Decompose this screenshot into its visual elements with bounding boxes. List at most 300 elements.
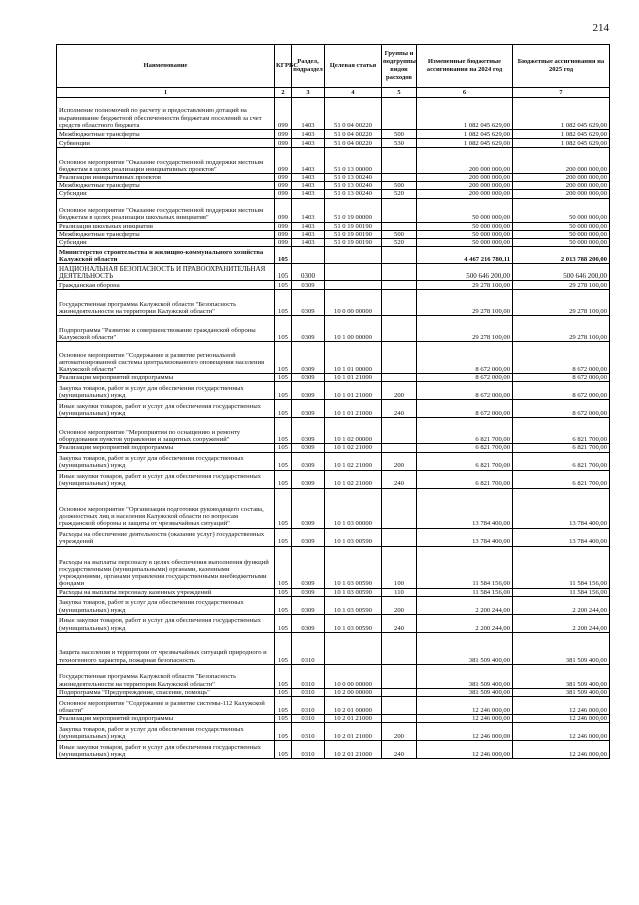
table-row [57,400,610,418]
row-amount-2024: 6 821 700,00 [417,470,513,488]
row-amount-2025: 29 278 100,00 [513,290,610,316]
row-amount-2025: 11 584 156,00 [513,546,610,588]
row-section: 0309 [292,316,325,342]
table-row [57,316,610,342]
table-row [57,697,610,715]
row-section: 1403 [292,148,325,174]
column-numbers-row [57,88,610,98]
row-group: 240 [382,400,417,418]
row-name: Иные закупки товаров, работ и услуг для обеспечения государственных (муниципальных) нужд [57,614,275,632]
row-group: 520 [382,239,417,247]
row-name: Государственная программа Калужской области "Безопасность жизнедеятельности на территории Калужской области" [57,290,275,316]
row-name: Защита населения и территории от чрезвычайных ситуаций природного и техногенного характера, пожарная безопасность [57,632,275,664]
row-group: 500 [382,130,417,139]
row-section: 1403 [292,190,325,198]
row-kgrbs: 099 [275,190,292,198]
row-group [382,247,417,264]
row-amount-2025: 200 000 000,00 [513,190,610,198]
row-group [382,342,417,374]
row-name: Реализация мероприятий подпрограммы [57,444,275,452]
row-amount-2024: 8 672 000,00 [417,374,513,382]
column-number: 2 [275,88,292,98]
row-section: 0309 [292,546,325,588]
row-amount-2025: 12 246 000,00 [513,741,610,759]
table-row [57,596,610,614]
row-section: 0309 [292,382,325,400]
row-amount-2025: 1 082 045 629,00 [513,130,610,139]
header-group: Группы и подгруппы видов расходов [382,45,417,88]
row-section: 0310 [292,697,325,715]
row-kgrbs: 105 [275,488,292,528]
row-amount-2024: 500 646 200,00 [417,264,513,281]
row-kgrbs: 105 [275,632,292,664]
row-amount-2024: 50 000 000,00 [417,198,513,222]
header-kgrbs: КГРБС [275,45,292,88]
row-group: 530 [382,139,417,148]
row-name: Основное мероприятие "Мероприятия по оснащению и ремонту оборудования пунктов управления и защитных сооружений" [57,418,275,444]
row-name: Основное мероприятие "Организация подготовки руководящего состава, должностных лиц и населения Калужской области по вопросам гражданской обороны и защиты от чрезвычайных ситуаций" [57,488,275,528]
row-article: 51 0 04 00220 [325,139,382,148]
table-row [57,342,610,374]
row-group: 240 [382,614,417,632]
row-group: 200 [382,452,417,470]
row-article: 10 1 02 21000 [325,452,382,470]
table-row [57,247,610,264]
row-group [382,174,417,182]
row-amount-2024: 6 821 700,00 [417,452,513,470]
row-name: НАЦИОНАЛЬНАЯ БЕЗОПАСНОСТЬ И ПРАВООХРАНИТЕЛЬНАЯ ДЕЯТЕЛЬНОСТЬ [57,264,275,281]
row-section: 0309 [292,452,325,470]
row-section: 0310 [292,741,325,759]
row-name: Расходы на выплаты персоналу казенных учреждений [57,588,275,596]
row-article: 10 1 03 00590 [325,596,382,614]
row-amount-2024: 13 784 400,00 [417,528,513,546]
row-kgrbs: 105 [275,528,292,546]
row-name: Гражданская оборона [57,281,275,290]
table-row [57,588,610,596]
row-group [382,715,417,723]
row-name: Подпрограмма "Предупреждение, спасение, помощь" [57,688,275,696]
row-kgrbs: 099 [275,98,292,130]
column-number: 7 [513,88,610,98]
row-section: 0309 [292,418,325,444]
row-amount-2024: 381 509 400,00 [417,688,513,696]
row-kgrbs: 105 [275,316,292,342]
table-row [57,198,610,222]
row-amount-2024: 12 246 000,00 [417,741,513,759]
table-row [57,715,610,723]
table-row [57,190,610,198]
row-section: 0309 [292,374,325,382]
row-name: Межбюджетные трансферты [57,182,275,190]
row-amount-2025: 6 821 700,00 [513,418,610,444]
row-name: Субсидии [57,190,275,198]
row-kgrbs: 105 [275,382,292,400]
row-kgrbs: 099 [275,198,292,222]
row-section: 1403 [292,222,325,230]
row-name: Межбюджетные трансферты [57,130,275,139]
table-row [57,741,610,759]
row-article [325,632,382,664]
table-row [57,222,610,230]
row-amount-2024: 2 200 244,00 [417,614,513,632]
row-group: 200 [382,723,417,741]
table-row [57,174,610,182]
row-kgrbs: 105 [275,452,292,470]
row-amount-2025: 200 000 000,00 [513,174,610,182]
row-name: Закупка товаров, работ и услуг для обеспечения государственных (муниципальных) нужд [57,596,275,614]
row-name: Субвенции [57,139,275,148]
row-group [382,316,417,342]
row-group: 500 [382,182,417,190]
row-kgrbs: 105 [275,723,292,741]
row-name: Министерство строительства и жилищно-коммунального хозяйства Калужской области [57,247,275,264]
table-body [57,98,610,759]
row-section: 0309 [292,470,325,488]
row-kgrbs: 105 [275,664,292,688]
row-kgrbs: 099 [275,139,292,148]
row-amount-2025: 12 246 000,00 [513,723,610,741]
row-section [292,247,325,264]
row-amount-2024: 50 000 000,00 [417,230,513,238]
row-name: Расходы на обеспечение деятельности (оказание услуг) государственных учреждений [57,528,275,546]
row-group [382,290,417,316]
row-section: 0310 [292,664,325,688]
row-group: 240 [382,741,417,759]
header-2025: Бюджетные ассигнования на 2025 год [513,45,610,88]
table-row [57,470,610,488]
row-amount-2025: 8 672 000,00 [513,400,610,418]
row-article: 10 1 03 00590 [325,614,382,632]
row-amount-2024: 8 672 000,00 [417,400,513,418]
row-section: 0300 [292,264,325,281]
column-number: 6 [417,88,513,98]
row-name: Реализация инициативных проектов [57,174,275,182]
row-kgrbs: 105 [275,614,292,632]
row-group [382,98,417,130]
row-amount-2024: 200 000 000,00 [417,190,513,198]
table-row [57,230,610,238]
row-amount-2025: 2 013 788 200,00 [513,247,610,264]
row-article: 10 2 01 21000 [325,715,382,723]
row-article: 51 0 13 00240 [325,174,382,182]
row-amount-2025: 29 278 100,00 [513,316,610,342]
row-amount-2024: 8 672 000,00 [417,342,513,374]
row-kgrbs: 105 [275,342,292,374]
table-row [57,546,610,588]
row-kgrbs: 099 [275,148,292,174]
row-section: 0309 [292,444,325,452]
header-name: Наименование [57,45,275,88]
row-article: 10 1 03 00590 [325,528,382,546]
row-amount-2025: 500 646 200,00 [513,264,610,281]
row-amount-2025: 50 000 000,00 [513,222,610,230]
row-amount-2025: 2 200 244,00 [513,596,610,614]
row-amount-2025: 8 672 000,00 [513,374,610,382]
row-article: 51 0 13 00240 [325,190,382,198]
row-section: 0309 [292,342,325,374]
row-name: Иные закупки товаров, работ и услуг для обеспечения государственных (муниципальных) нужд [57,470,275,488]
column-number: 3 [292,88,325,98]
row-article: 51 0 04 00220 [325,130,382,139]
row-section: 0309 [292,400,325,418]
row-section: 0310 [292,723,325,741]
row-kgrbs: 105 [275,374,292,382]
row-group [382,688,417,696]
row-amount-2025: 381 509 400,00 [513,664,610,688]
row-article [325,264,382,281]
column-number: 4 [325,88,382,98]
row-section: 0309 [292,281,325,290]
table-row [57,664,610,688]
row-amount-2024: 29 278 100,00 [417,281,513,290]
row-amount-2025: 6 821 700,00 [513,444,610,452]
row-kgrbs: 105 [275,264,292,281]
row-article: 51 0 13 00240 [325,182,382,190]
row-article: 10 1 03 00000 [325,488,382,528]
table-row [57,148,610,174]
row-name: Реализация школьных инициатив [57,222,275,230]
row-article: 10 1 02 21000 [325,470,382,488]
row-amount-2025: 6 821 700,00 [513,470,610,488]
row-amount-2025: 29 278 100,00 [513,281,610,290]
row-kgrbs: 105 [275,697,292,715]
row-section: 1403 [292,198,325,222]
table-row [57,723,610,741]
row-kgrbs: 099 [275,182,292,190]
row-amount-2025: 12 246 000,00 [513,697,610,715]
table-row [57,688,610,696]
header-article: Целевая статья [325,45,382,88]
row-kgrbs: 105 [275,418,292,444]
row-article: 10 1 01 00000 [325,342,382,374]
row-article: 10 0 00 00000 [325,664,382,688]
row-article: 51 0 19 00190 [325,239,382,247]
row-name: Закупка товаров, работ и услуг для обеспечения государственных (муниципальных) нужд [57,723,275,741]
row-name: Исполнение полномочий по расчету и предоставлению дотаций на выравнивание бюджетной обеспеченности бюджетам поселений за счет средств областного бюджета [57,98,275,130]
row-section: 1403 [292,130,325,139]
row-group [382,374,417,382]
row-name: Подпрограмма "Развитие и совершенствование гражданской обороны Калужской области" [57,316,275,342]
table-row [57,290,610,316]
page-number: 214 [592,22,609,34]
row-amount-2025: 50 000 000,00 [513,230,610,238]
row-article: 10 1 00 00000 [325,316,382,342]
row-amount-2024: 200 000 000,00 [417,182,513,190]
row-amount-2024: 381 509 400,00 [417,632,513,664]
row-amount-2024: 4 467 216 780,11 [417,247,513,264]
table-row [57,452,610,470]
table-row [57,281,610,290]
row-kgrbs: 105 [275,546,292,588]
row-group [382,444,417,452]
row-amount-2025: 6 821 700,00 [513,452,610,470]
row-section: 0309 [292,596,325,614]
table-row [57,239,610,247]
row-article: 10 2 01 00000 [325,697,382,715]
row-article: 51 0 04 00220 [325,98,382,130]
row-kgrbs: 099 [275,230,292,238]
row-article: 10 2 01 21000 [325,723,382,741]
row-amount-2024: 11 584 156,00 [417,588,513,596]
row-name: Расходы на выплаты персоналу в целях обеспечения выполнения функций государственными (муниципальными) органами, казенными учреждениями, органами управления государственными внебюджетными фондами [57,546,275,588]
row-article: 10 1 02 00000 [325,418,382,444]
row-kgrbs: 105 [275,247,292,264]
row-name: Межбюджетные трансферты [57,230,275,238]
row-group [382,148,417,174]
row-name: Основное мероприятие "Оказание государственной поддержки местным бюджетам в целях реализации инициативных проектов" [57,148,275,174]
row-name: Основное мероприятие "Содержание и развитие системы-112 Калужской области" [57,697,275,715]
row-section: 1403 [292,230,325,238]
row-section: 1403 [292,174,325,182]
row-article: 10 1 03 00590 [325,546,382,588]
row-name: Основное мероприятие "Содержание и развитие региональной автоматизированной системы централизованного оповещения населения Калужской области" [57,342,275,374]
row-name: Реализация мероприятий подпрограммы [57,715,275,723]
row-amount-2024: 12 246 000,00 [417,697,513,715]
row-group [382,664,417,688]
row-section: 1403 [292,139,325,148]
table-row [57,374,610,382]
row-group: 200 [382,596,417,614]
table-row [57,382,610,400]
row-amount-2024: 50 000 000,00 [417,239,513,247]
row-group [382,198,417,222]
row-group [382,281,417,290]
header-2024: Измененные бюджетные ассигнования на 2024 год [417,45,513,88]
row-amount-2024: 13 784 400,00 [417,488,513,528]
table-row [57,182,610,190]
row-name: Основное мероприятие "Оказание государственной поддержки местным бюджетам в целях реализации школьных инициатив" [57,198,275,222]
row-amount-2025: 13 784 400,00 [513,528,610,546]
table-row [57,264,610,281]
row-kgrbs: 105 [275,715,292,723]
row-group [382,418,417,444]
row-amount-2025: 200 000 000,00 [513,148,610,174]
row-article [325,247,382,264]
row-kgrbs: 105 [275,281,292,290]
row-amount-2024: 6 821 700,00 [417,418,513,444]
row-kgrbs: 105 [275,688,292,696]
row-section: 1403 [292,98,325,130]
row-amount-2025: 13 784 400,00 [513,488,610,528]
table-row [57,444,610,452]
row-amount-2025: 1 082 045 629,00 [513,98,610,130]
table-row [57,632,610,664]
row-kgrbs: 099 [275,130,292,139]
row-article: 10 2 00 00000 [325,688,382,696]
row-article: 10 1 01 21000 [325,400,382,418]
row-section: 1403 [292,182,325,190]
row-article: 10 2 01 21000 [325,741,382,759]
row-group: 520 [382,190,417,198]
row-amount-2024: 1 082 045 629,00 [417,139,513,148]
row-article: 10 0 00 00000 [325,290,382,316]
row-article: 51 0 19 00000 [325,198,382,222]
row-section: 0309 [292,488,325,528]
row-group: 100 [382,546,417,588]
row-group [382,488,417,528]
row-name: Реализация мероприятий подпрограммы [57,374,275,382]
row-group: 500 [382,230,417,238]
table-row [57,418,610,444]
table-row [57,139,610,148]
row-kgrbs: 105 [275,596,292,614]
table-row [57,528,610,546]
row-amount-2024: 11 584 156,00 [417,546,513,588]
row-amount-2025: 8 672 000,00 [513,342,610,374]
table-row [57,98,610,130]
row-name: Государственная программа Калужской области "Безопасность жизнедеятельности на территории Калужской области" [57,664,275,688]
row-group: 110 [382,588,417,596]
row-amount-2025: 11 584 156,00 [513,588,610,596]
row-amount-2024: 381 509 400,00 [417,664,513,688]
row-group [382,528,417,546]
row-amount-2024: 12 246 000,00 [417,715,513,723]
table-row [57,130,610,139]
row-amount-2024: 6 821 700,00 [417,444,513,452]
row-amount-2025: 1 082 045 629,00 [513,139,610,148]
row-article: 51 0 19 00190 [325,222,382,230]
column-number: 5 [382,88,417,98]
row-amount-2025: 2 200 244,00 [513,614,610,632]
row-amount-2024: 200 000 000,00 [417,174,513,182]
row-article: 51 0 13 00000 [325,148,382,174]
row-article: 10 1 01 21000 [325,382,382,400]
row-amount-2024: 1 082 045 629,00 [417,130,513,139]
row-kgrbs: 105 [275,588,292,596]
row-article: 51 0 19 00190 [325,230,382,238]
row-amount-2024: 200 000 000,00 [417,148,513,174]
row-amount-2025: 12 246 000,00 [513,715,610,723]
row-amount-2024: 1 082 045 629,00 [417,98,513,130]
row-kgrbs: 099 [275,222,292,230]
row-amount-2024: 29 278 100,00 [417,316,513,342]
row-section: 0309 [292,290,325,316]
row-amount-2024: 2 200 244,00 [417,596,513,614]
row-section: 0309 [292,614,325,632]
row-kgrbs: 105 [275,470,292,488]
row-section: 0310 [292,632,325,664]
budget-table [56,44,610,759]
row-kgrbs: 105 [275,400,292,418]
row-amount-2024: 12 246 000,00 [417,723,513,741]
row-article [325,281,382,290]
row-kgrbs: 105 [275,290,292,316]
row-section: 1403 [292,239,325,247]
row-group: 240 [382,470,417,488]
row-amount-2024: 29 278 100,00 [417,290,513,316]
row-kgrbs: 105 [275,444,292,452]
column-number: 1 [57,88,275,98]
row-group: 200 [382,382,417,400]
row-kgrbs: 099 [275,174,292,182]
row-name: Закупка товаров, работ и услуг для обеспечения государственных (муниципальных) нужд [57,382,275,400]
row-section: 0309 [292,588,325,596]
header-section: Раздел, подраздел [292,45,325,88]
row-amount-2024: 8 672 000,00 [417,382,513,400]
row-article: 10 1 02 21000 [325,444,382,452]
row-name: Закупка товаров, работ и услуг для обеспечения государственных (муниципальных) нужд [57,452,275,470]
row-group [382,264,417,281]
row-amount-2025: 50 000 000,00 [513,239,610,247]
table-row [57,488,610,528]
row-section: 0310 [292,715,325,723]
row-group [382,632,417,664]
row-name: Иные закупки товаров, работ и услуг для обеспечения государственных (муниципальных) нужд [57,741,275,759]
row-amount-2025: 8 672 000,00 [513,382,610,400]
row-article: 10 1 03 00590 [325,588,382,596]
row-kgrbs: 105 [275,741,292,759]
